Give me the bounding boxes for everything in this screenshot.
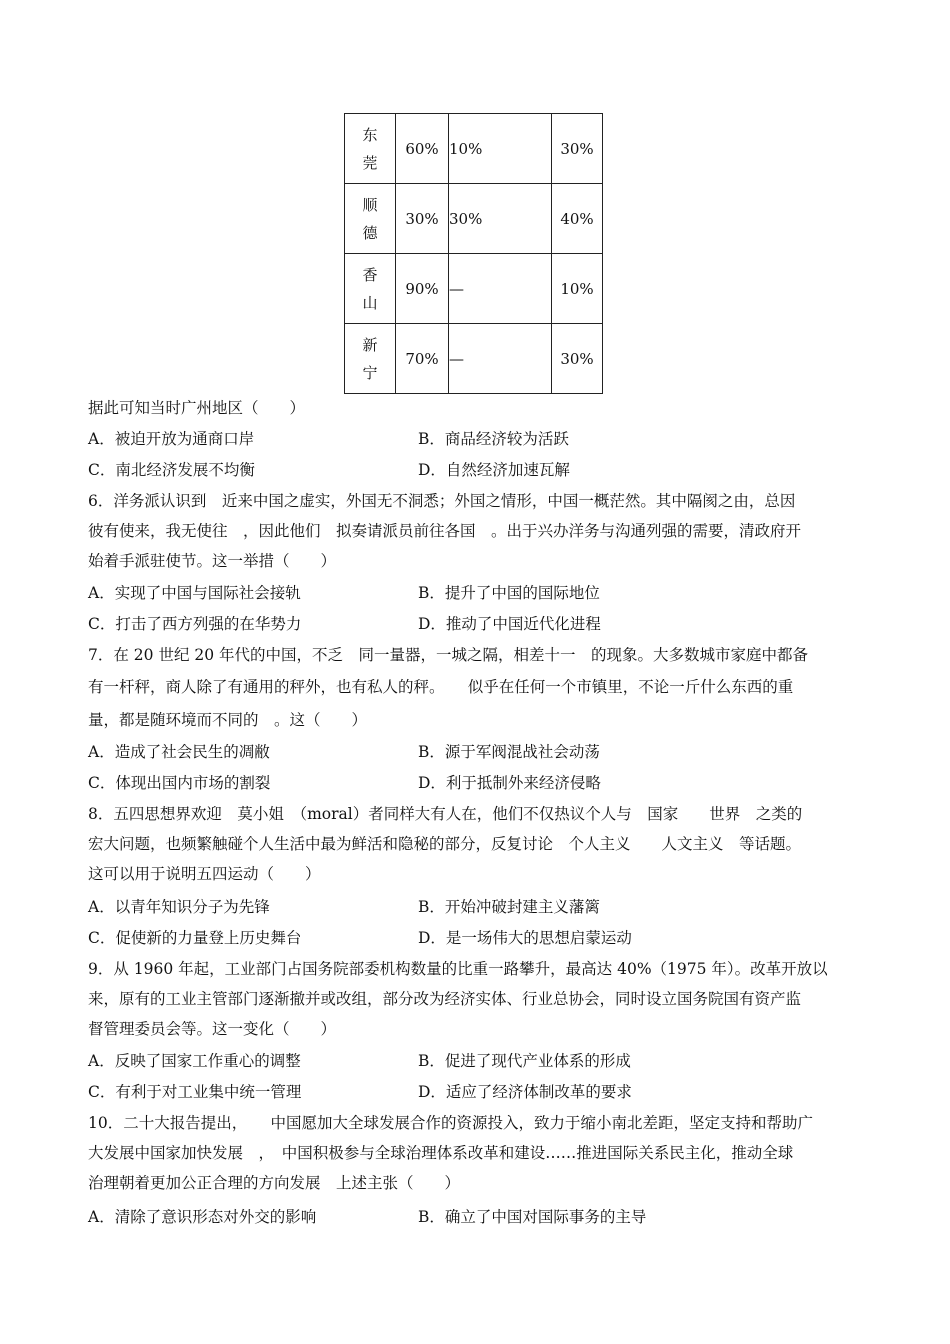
q8-option-a: A．以青年知识分子为先锋 xyxy=(88,898,270,916)
q9-stem-line3: 督管理委员会等。这一变化（ ） xyxy=(88,1020,337,1038)
q9-option-d: D．适应了经济体制改革的要求 xyxy=(418,1083,632,1101)
q8-stem-line2: 宏大问题，也频繁触碰个人生活中最为鲜活和隐秘的部分，反复讨论 个人主义 人文主义 等话题。 xyxy=(88,835,802,853)
place-cell: 新 宁 xyxy=(345,324,396,394)
value-cell: 90% xyxy=(396,254,449,324)
q5-stem: 据此可知当时广州地区（ ） xyxy=(88,399,306,417)
q6-option-c: C．打击了西方列强的在华势力 xyxy=(88,615,302,633)
table-row xyxy=(345,114,603,184)
q9-option-b: B．促进了现代产业体系的形成 xyxy=(418,1052,631,1070)
q7-stem-line3: 量，都是随环境而不同的 。这（ ） xyxy=(88,711,368,729)
q10-option-b: B．确立了中国对国际事务的主导 xyxy=(418,1208,647,1226)
q7-stem-line2: 有一杆秤，商人除了有通用的秤外，也有私人的秤。 似乎在任何一个市镇里，不论一斤什么东西的重 xyxy=(88,678,794,696)
q5-option-b: B．商品经济较为活跃 xyxy=(418,430,569,448)
value-cell: 70% xyxy=(396,324,449,394)
q8-stem-line1: 8．五四思想界欢迎 莫小姐 （moral）者同样大有人在，他们不仅热议个人与 国家 世界 之类的 xyxy=(88,805,803,823)
q6-stem-line1: 6．洋务派认识到 近来中国之虚实，外国无不洞悉；外国之情形，中国一概茫然。其中隔阂之由，总因 xyxy=(88,492,796,510)
q6-option-a: A．实现了中国与国际社会接轨 xyxy=(88,584,301,602)
value-cell: 30% xyxy=(552,324,603,394)
place-cell: 东 莞 xyxy=(345,114,396,184)
q7-stem-line1: 7．在 20 世纪 20 年代的中国，不乏 同一量器，一城之隔，相差十一 的现象。大多数城市家庭中都备 xyxy=(88,646,809,664)
value-cell: 10% xyxy=(552,254,603,324)
q6-stem-line3: 始着手派驻使节。这一举措（ ） xyxy=(88,552,337,570)
q9-stem-line1: 9．从 1960 年起，工业部门占国务院部委机构数量的比重一路攀升，最高达 40%（1975 年）。改革开放以 xyxy=(88,960,828,978)
value-cell: — xyxy=(449,254,552,324)
table-row xyxy=(345,184,603,254)
value-cell: 60% xyxy=(396,114,449,184)
q7-option-b: B．源于军阀混战社会动荡 xyxy=(418,743,600,761)
value-cell: 30% xyxy=(449,184,552,254)
q10-stem-line2: 大发展中国家加快发展 ， 中国积极参与全球治理体系改革和建设……推进国际关系民主化，推动全球 xyxy=(88,1144,794,1162)
q5-option-c: C．南北经济发展不均衡 xyxy=(88,461,255,479)
value-cell: 30% xyxy=(552,114,603,184)
q8-stem-line3: 这可以用于说明五四运动（ ） xyxy=(88,865,321,883)
q10-option-a: A．清除了意识形态对外交的影响 xyxy=(88,1208,317,1226)
q9-stem-line2: 来，原有的工业主管部门逐渐撤并或改组，部分改为经济实体、行业总协会，同时设立国务院国有资产监 xyxy=(88,990,802,1008)
q5-option-a: A．被迫开放为通商口岸 xyxy=(88,430,255,448)
q7-option-d: D．利于抵制外来经济侵略 xyxy=(418,774,601,792)
q6-option-b: B．提升了中国的国际地位 xyxy=(418,584,600,602)
q9-option-a: A．反映了国家工作重心的调整 xyxy=(88,1052,301,1070)
place-cell: 香 山 xyxy=(345,254,396,324)
q10-stem-line3: 治理朝着更加公正合理的方向发展 上述主张（ ） xyxy=(88,1174,461,1192)
value-cell: 10% xyxy=(449,114,552,184)
value-cell: 40% xyxy=(552,184,603,254)
q6-option-d: D．推动了中国近代化进程 xyxy=(418,615,601,633)
q6-stem-line2: 彼有使来，我无使往 ，因此他们 拟奏请派员前往各国 。出于兴办洋务与沟通列强的需要，清政府开 xyxy=(88,522,802,540)
value-cell: 30% xyxy=(396,184,449,254)
q7-option-c: C．体现出国内市场的割裂 xyxy=(88,774,271,792)
q8-option-b: B．开始冲破封建主义藩篱 xyxy=(418,898,600,916)
data-table xyxy=(344,113,603,394)
q7-option-a: A．造成了社会民生的凋敝 xyxy=(88,743,270,761)
q5-option-d: D．自然经济加速瓦解 xyxy=(418,461,570,479)
q8-option-d: D．是一场伟大的思想启蒙运动 xyxy=(418,929,632,947)
q8-option-c: C．促使新的力量登上历史舞台 xyxy=(88,929,302,947)
q10-stem-line1: 10．二十大报告提出， 中国愿加大全球发展合作的资源投入，致力于缩小南北差距，坚定支持和帮助广 xyxy=(88,1114,813,1132)
table-row xyxy=(345,254,603,324)
value-cell: — xyxy=(449,324,552,394)
table-row xyxy=(345,324,603,394)
place-cell: 顺 德 xyxy=(345,184,396,254)
q9-option-c: C．有利于对工业集中统一管理 xyxy=(88,1083,302,1101)
